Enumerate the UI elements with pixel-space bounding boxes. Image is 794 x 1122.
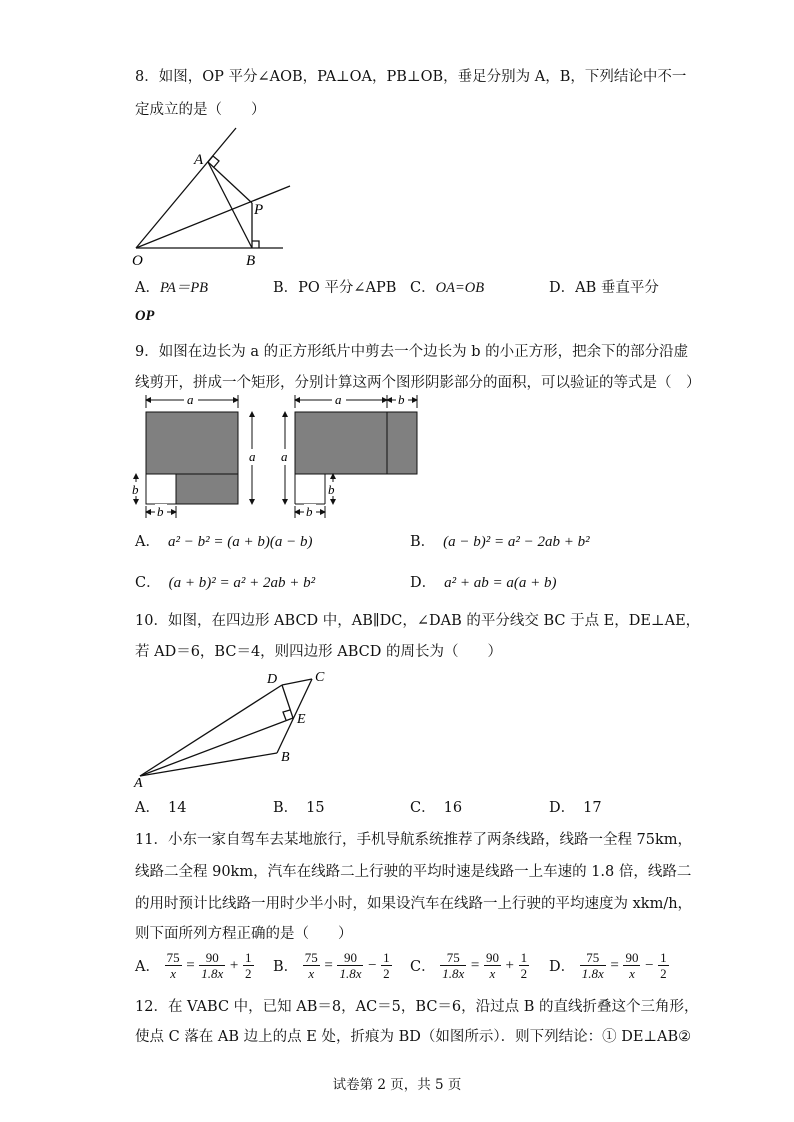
q8-option-d-cont: OP: [135, 308, 155, 324]
q8-stem-line2: 定成立的是（ ）: [135, 102, 266, 118]
q9-right-shaded-main: [295, 412, 387, 474]
q9-option-b: B． (a − b)² = a² − 2ab + b²: [410, 534, 590, 550]
q10-option-c: C． 16: [410, 800, 463, 816]
q8-seg-ab: [208, 162, 252, 248]
page-footer: 试卷第 2 页，共 5 页: [332, 1077, 462, 1093]
q9-left-cutout: [146, 474, 176, 504]
q12-stem-line1: 12．在 VABC 中，已知 AB＝8，AC＝5，BC＝6，沿过点 B 的直线折叠这个三角形，: [135, 999, 699, 1015]
q10-label-c: C: [315, 670, 325, 685]
q11-option-b: B． $\frac{75}{x}$ = $\frac{90}{1.8x}$ − $\frac{1}{2}$: [273, 950, 390, 981]
q10-option-d: D． 17: [549, 800, 602, 816]
q9-label-b-bottom-left: b: [157, 504, 164, 519]
q8-label-o: O: [132, 253, 143, 269]
q9-label-a-right-left: a: [249, 449, 256, 464]
q9-label-b-top-right: b: [398, 392, 405, 407]
q10-label-e: E: [297, 712, 306, 727]
q9-option-c: C． (a + b)² = a² + 2ab + b²: [135, 575, 316, 591]
q10-option-a: A． 14: [135, 800, 187, 816]
q10-stem-line2: 若 AD＝6，BC＝4，则四边形 ABCD 的周长为（ ）: [135, 644, 503, 660]
q9-label-b-vert-right: b: [328, 482, 335, 497]
q9-stem-line2: 线剪开，拼成一个矩形，分别计算这两个图形阴影部分的面积，可以验证的等式是（ ）: [135, 375, 701, 391]
q8-option-a: A．PA＝PB: [135, 280, 209, 296]
q8-label-b: B: [246, 253, 256, 269]
q11-line1: 11．小东一家自驾车去某地旅行，手机导航系统推荐了两条线路，线路一全程 75km，: [135, 832, 693, 848]
q11-option-d: D． $\frac{75}{1.8x}$ = $\frac{90}{x}$ − $\frac{1}{2}$: [549, 950, 667, 981]
q10-figure: [130, 666, 340, 788]
q10-label-d: D: [267, 672, 278, 687]
q9-option-a: A． a² − b² = (a + b)(a − b): [135, 534, 313, 550]
q8-figure: [128, 120, 298, 270]
q9-label-b-bottom-right: b: [306, 504, 313, 519]
q12-stem-line2: 使点 C 落在 AB 边上的点 E 处，折痕为 BD（如图所示）．则下列结论：① DE⊥AB②: [135, 1029, 692, 1045]
q8-right-angle-b: [252, 241, 259, 248]
q8-option-b: B．PO 平分∠APB: [273, 280, 397, 296]
q9-stem-line1: 9．如图在边长为 a 的正方形纸片中剪去一个边长为 b 的小正方形，把余下的部分沿虚: [135, 344, 689, 360]
q9-option-d: D． a² + ab = a(a + b): [410, 575, 557, 591]
q10-label-a: A: [134, 776, 143, 788]
q11-option-c: C． $\frac{75}{1.8x}$ = $\frac{90}{x}$ + $\frac{1}{2}$: [410, 950, 528, 981]
q8-label-a: A: [194, 152, 204, 168]
q10-right-angle-e: [283, 710, 290, 720]
q10-stem-line1: 10．如图，在四边形 ABCD 中，AB∥DC，∠DAB 的平分线交 BC 于点 E，DE⊥AE，: [135, 613, 701, 629]
q9-right-shaded-strip: [387, 412, 417, 474]
q9-label-a-left-right: a: [281, 449, 288, 464]
q10-seg-cb: [277, 679, 312, 753]
q9-label-a-top-left: a: [187, 392, 194, 407]
q11-line3: 的用时预计比线路一用时少半小时，如果设汽车在线路一上行驶的平均速度为 xkm/h，: [135, 896, 693, 912]
q11-line4: 则下面所列方程正确的是（ ）: [135, 926, 353, 942]
q8-option-c: C．OA=OB: [410, 280, 485, 296]
q9-label-a-top-right: a: [335, 392, 342, 407]
q8-ray-op: [136, 186, 290, 248]
q10-label-b: B: [281, 750, 290, 765]
q10-seg-ba: [140, 753, 277, 776]
q9-label-b-side-left: b: [132, 482, 139, 497]
q8-stem-line1: 8．如图，OP 平分∠AOB，PA⊥OA，PB⊥OB，垂足分别为 A，B，下列结论中不一: [135, 69, 687, 85]
q8-option-d: D．AB 垂直平分: [549, 280, 659, 296]
q9-figure: [128, 390, 428, 520]
q11-option-a: A． $\frac{75}{x}$ = $\frac{90}{1.8x}$ + $\frac{1}{2}$: [135, 950, 252, 981]
q10-seg-dc: [282, 679, 312, 685]
q11-line2: 线路二全程 90km，汽车在线路二上行驶的平均时速是线路一上车速的 1.8 倍，线路二: [135, 864, 692, 880]
q10-option-b: B． 15: [273, 800, 325, 816]
q8-label-p: P: [254, 202, 264, 218]
q8-seg-pa: [208, 162, 252, 203]
